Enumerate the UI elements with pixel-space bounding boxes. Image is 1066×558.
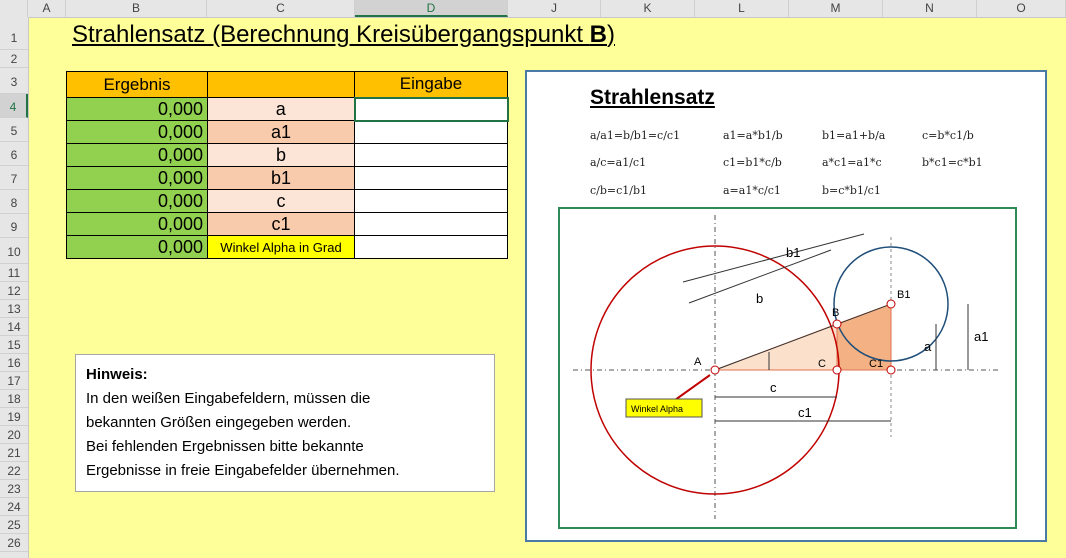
winkel-label: Winkel Alpha <box>631 404 684 414</box>
row-header[interactable]: 11 <box>0 264 28 282</box>
column-header-k[interactable]: K <box>601 0 695 17</box>
input-cell[interactable] <box>355 167 508 190</box>
row-header[interactable]: 17 <box>0 372 28 390</box>
column-header-n[interactable]: N <box>883 0 977 17</box>
label-c: c <box>770 380 777 395</box>
result-cell[interactable]: 0,000 <box>67 213 208 236</box>
label-cell: a1 <box>208 121 355 144</box>
title-end: ) <box>607 21 615 48</box>
row-header[interactable]: 23 <box>0 480 28 498</box>
panel-title: Strahlensatz <box>590 86 715 109</box>
column-header-bar <box>0 0 1066 18</box>
row-header[interactable]: 1 <box>0 17 28 50</box>
result-cell[interactable]: 0,000 <box>67 190 208 213</box>
formula: a/c=a1/c1 <box>590 156 647 169</box>
row-header[interactable]: 15 <box>0 336 28 354</box>
row-header[interactable]: 14 <box>0 318 28 336</box>
hint-heading: Hinweis: <box>86 366 148 383</box>
hint-box <box>75 354 495 492</box>
select-all-corner[interactable] <box>0 0 28 17</box>
label-point-c: C <box>818 358 826 370</box>
diagram-panel[interactable] <box>525 70 1047 542</box>
row-header[interactable]: 25 <box>0 516 28 534</box>
label-point-b: B <box>832 307 840 319</box>
row-header[interactable]: 18 <box>0 390 28 408</box>
column-header-c[interactable]: C <box>207 0 355 17</box>
formula: b=c*b1/c1 <box>822 184 881 197</box>
label-point-c1: C1 <box>869 358 884 370</box>
row-header[interactable]: 4 <box>0 94 28 118</box>
column-header-l[interactable]: L <box>695 0 789 17</box>
formula: a1=a*b1/b <box>723 129 783 142</box>
hint-line: bekannten Größen eingegeben werden. <box>86 414 352 431</box>
point-b1 <box>887 300 895 308</box>
row-header[interactable]: 13 <box>0 300 28 318</box>
result-cell[interactable]: 0,000 <box>67 236 208 259</box>
row-header[interactable]: 8 <box>0 190 28 214</box>
row-header[interactable]: 19 <box>0 408 28 426</box>
input-cell[interactable] <box>355 236 508 259</box>
header-result: Ergebnis <box>67 72 208 98</box>
label-a1: a1 <box>974 329 989 344</box>
point-c1 <box>887 366 895 374</box>
column-header-b[interactable]: B <box>66 0 207 17</box>
formula: b1=a1+b/a <box>822 129 886 142</box>
input-cell[interactable] <box>355 144 508 167</box>
label-b1: b1 <box>786 245 801 260</box>
header-input: Eingabe <box>355 72 508 98</box>
row-header[interactable]: 16 <box>0 354 28 372</box>
row-header[interactable]: 22 <box>0 462 28 480</box>
label-cell: a <box>208 98 355 121</box>
title-text: Strahlensatz (Berechnung Kreisübergangspunkt <box>72 21 590 48</box>
result-cell[interactable]: 0,000 <box>67 98 208 121</box>
label-point-b1: B1 <box>897 289 911 301</box>
row-header[interactable]: 20 <box>0 426 28 444</box>
row-header[interactable]: 10 <box>0 238 28 264</box>
column-header-d[interactable]: D <box>355 0 508 17</box>
formula: c1=b1*c/b <box>723 156 782 169</box>
row-header-bar <box>0 17 29 558</box>
label-a: a <box>924 339 932 354</box>
input-cell[interactable] <box>355 190 508 213</box>
formula: a=a1*c/c1 <box>723 184 781 197</box>
label-cell: c1 <box>208 213 355 236</box>
label-cell: b1 <box>208 167 355 190</box>
hint-line: Bei fehlenden Ergebnissen bitte bekannte <box>86 438 364 455</box>
label-cell: b <box>208 144 355 167</box>
sheet-title <box>72 21 615 49</box>
point-b <box>833 320 841 328</box>
result-cell[interactable]: 0,000 <box>67 167 208 190</box>
row-header[interactable]: 2 <box>0 50 28 68</box>
formula: a*c1=a1*c <box>822 156 882 169</box>
input-cell-active[interactable] <box>355 98 508 121</box>
formula: b*c1=c*b1 <box>922 156 983 169</box>
row-header[interactable]: 26 <box>0 534 28 552</box>
row-header[interactable]: 21 <box>0 444 28 462</box>
formula: c/b=c1/b1 <box>590 184 648 197</box>
row-header[interactable]: 24 <box>0 498 28 516</box>
row-header[interactable]: 7 <box>0 166 28 190</box>
formula: a/a1=b/b1=c/c1 <box>590 129 681 142</box>
row-header[interactable]: 5 <box>0 118 28 142</box>
formula: c=b*c1/b <box>922 129 974 142</box>
input-cell[interactable] <box>355 121 508 144</box>
column-header-m[interactable]: M <box>789 0 883 17</box>
result-cell[interactable]: 0,000 <box>67 121 208 144</box>
column-header-o[interactable]: O <box>977 0 1066 17</box>
label-point-a: A <box>694 356 702 368</box>
label-cell: c <box>208 190 355 213</box>
header-spacer <box>208 72 355 98</box>
hint-line: Ergebnisse in freie Eingabefelder übernehmen. <box>86 462 400 479</box>
row-header[interactable]: 6 <box>0 142 28 166</box>
input-cell[interactable] <box>355 213 508 236</box>
column-header-j[interactable]: J <box>508 0 601 17</box>
point-c <box>833 366 841 374</box>
row-header[interactable]: 12 <box>0 282 28 300</box>
result-cell[interactable]: 0,000 <box>67 144 208 167</box>
calc-table <box>66 71 509 259</box>
strahlensatz-diagram <box>558 207 1017 529</box>
title-bold: B <box>589 21 607 48</box>
point-a <box>711 366 719 374</box>
label-b: b <box>756 291 764 306</box>
row-header[interactable]: 9 <box>0 214 28 238</box>
label-c1: c1 <box>798 405 812 420</box>
hint-line: In den weißen Eingabefeldern, müssen die <box>86 390 371 407</box>
column-header-a[interactable]: A <box>28 0 66 17</box>
label-cell-winkel: Winkel Alpha in Grad <box>208 236 355 259</box>
row-header[interactable]: 3 <box>0 68 28 94</box>
